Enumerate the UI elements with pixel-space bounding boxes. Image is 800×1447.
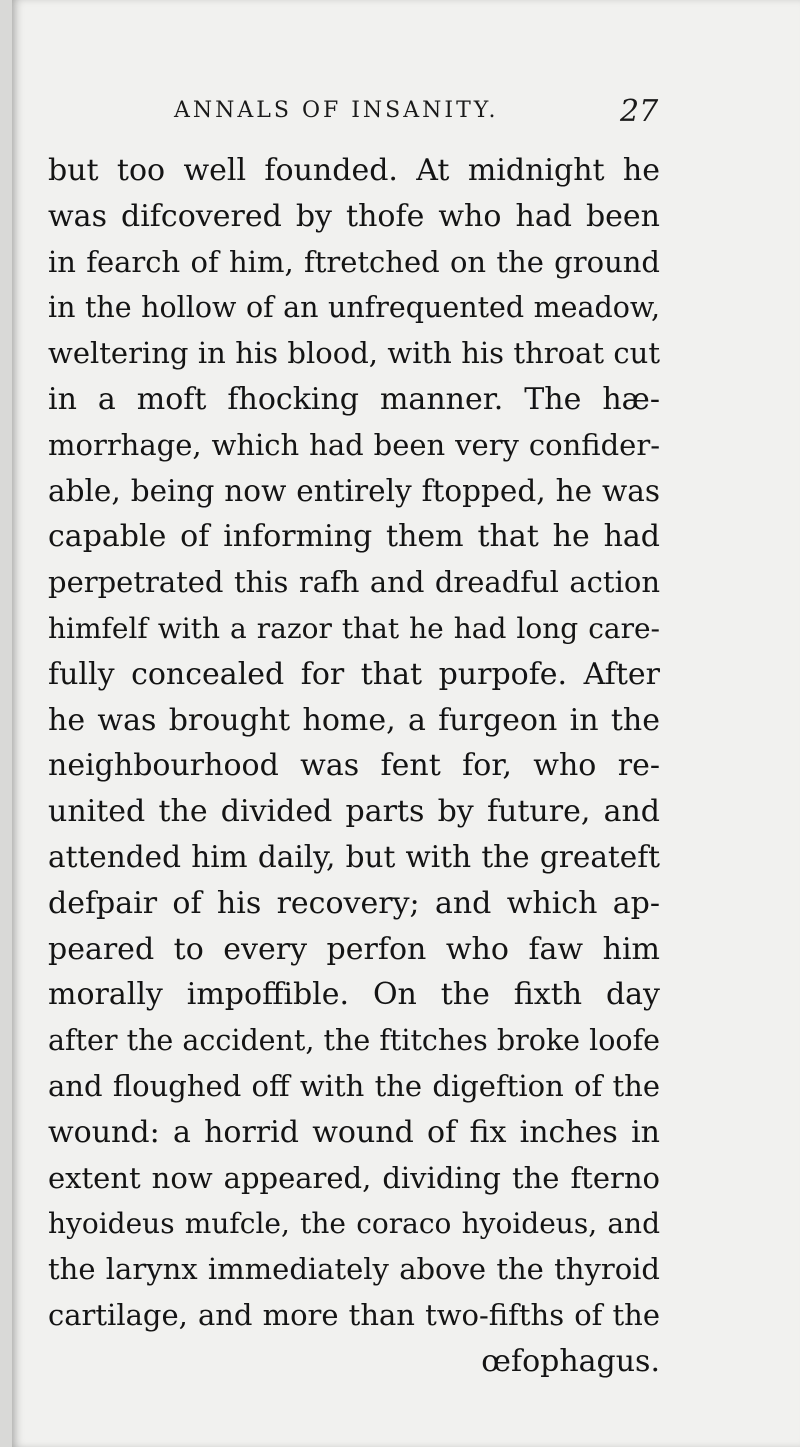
book-page — [12, 0, 800, 1447]
text-line: cartilage, and more than two-fifths of the — [48, 1297, 660, 1332]
text-line: in fearch of him, ftretched on the ground — [48, 244, 660, 279]
page-header — [12, 94, 800, 134]
text-line: himfelf with a razor that he had long care- — [48, 611, 660, 645]
text-line-last: œfophagus. — [481, 1343, 660, 1379]
text-line: the larynx immediately above the thyroid — [48, 1252, 660, 1287]
text-line: peared to every perfon who faw him — [48, 931, 660, 967]
text-line: neighbourhood was fent for, who re- — [48, 748, 660, 784]
text-line: attended him daily, but with the greateft — [48, 839, 660, 874]
text-line: he was brought home, a furgeon in the — [48, 702, 660, 738]
text-line: and floughed off with the digeftion of the — [48, 1068, 660, 1103]
text-line: morrhage, which had been very confider- — [48, 427, 660, 462]
text-line: capable of informing them that he had — [48, 519, 660, 555]
text-line: was difcovered by thofe who had been — [48, 198, 660, 234]
text-line: united the divided parts by future, and — [48, 794, 660, 830]
text-line: able, being now entirely ftopped, he was — [48, 473, 660, 508]
running-head: ANNALS OF INSANITY. — [174, 98, 499, 123]
text-line: but too well founded. At midnight he — [48, 153, 660, 188]
text-line: defpair of his recovery; and which ap- — [48, 885, 660, 921]
page-number: 27 — [620, 94, 659, 129]
text-line: morally impoffible. On the fixth day — [48, 977, 660, 1013]
text-line: hyoideus mufcle, the coraco hyoideus, and — [48, 1207, 660, 1241]
text-line: after the accident, the ftitches broke loofe — [48, 1024, 660, 1058]
text-line: weltering in his blood, with his throat cut — [48, 336, 660, 371]
text-line: wound: a horrid wound of fix inches in — [48, 1114, 660, 1150]
text-line: extent now appeared, dividing the fterno — [48, 1160, 660, 1195]
body-text — [48, 148, 660, 1385]
text-line: in a moft fhocking manner. The hæ- — [48, 381, 660, 417]
text-line: in the hollow of an unfrequented meadow, — [48, 291, 660, 325]
text-line: fully concealed for that purpofe. After — [48, 656, 660, 692]
text-line: perpetrated this rafh and dreadful action — [48, 565, 660, 600]
